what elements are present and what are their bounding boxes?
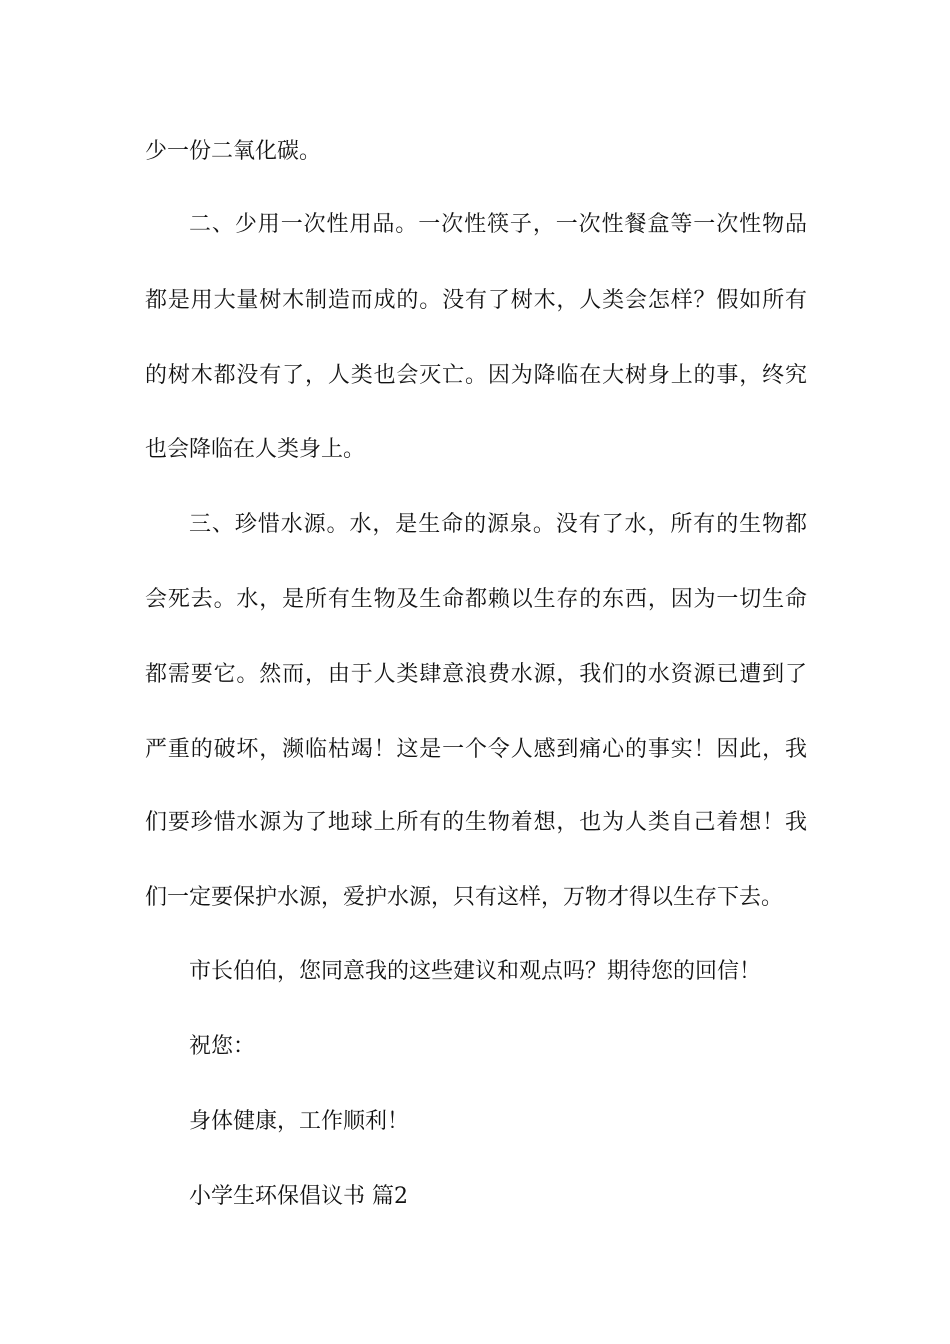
- wishes-line: 身体健康，工作顺利！: [189, 1109, 410, 1134]
- text-line-10: 们要珍惜水源为了地球上所有的生物着想，也为人类自己着想！我: [145, 810, 807, 835]
- text-line-9: 严重的破坏，濒临枯竭！这是一个令人感到痛心的事实！因此，我: [145, 737, 807, 762]
- text-line-11: 们一定要保护水源，爱护水源，只有这样，万物才得以生存下去。: [145, 885, 784, 910]
- text-line-6: 三、珍惜水源。水，是生命的源泉。没有了水，所有的生物都: [189, 512, 807, 537]
- text-line-3: 都是用大量树木制造而成的。没有了树木，人类会怎样？假如所有: [145, 288, 807, 313]
- text-line-12: 市长伯伯，您同意我的这些建议和观点吗？期待您的回信！: [189, 959, 762, 984]
- text-line-8: 都需要它。然而，由于人类肆意浪费水源，我们的水资源已遭到了: [145, 662, 807, 687]
- text-line-1: 少一份二氧化碳。: [145, 139, 322, 164]
- section-heading: 小学生环保倡议书 篇2: [189, 1184, 408, 1209]
- text-line-7: 会死去。水，是所有生物及生命都赖以生存的东西，因为一切生命: [145, 587, 807, 612]
- text-line-2: 二、少用一次性用品。一次性筷子，一次性餐盒等一次性物品: [189, 212, 807, 237]
- greeting-line: 祝您：: [189, 1034, 256, 1059]
- text-line-5: 也会降临在人类身上。: [145, 437, 366, 462]
- text-line-4: 的树木都没有了，人类也会灭亡。因为降临在大树身上的事，终究: [145, 363, 807, 388]
